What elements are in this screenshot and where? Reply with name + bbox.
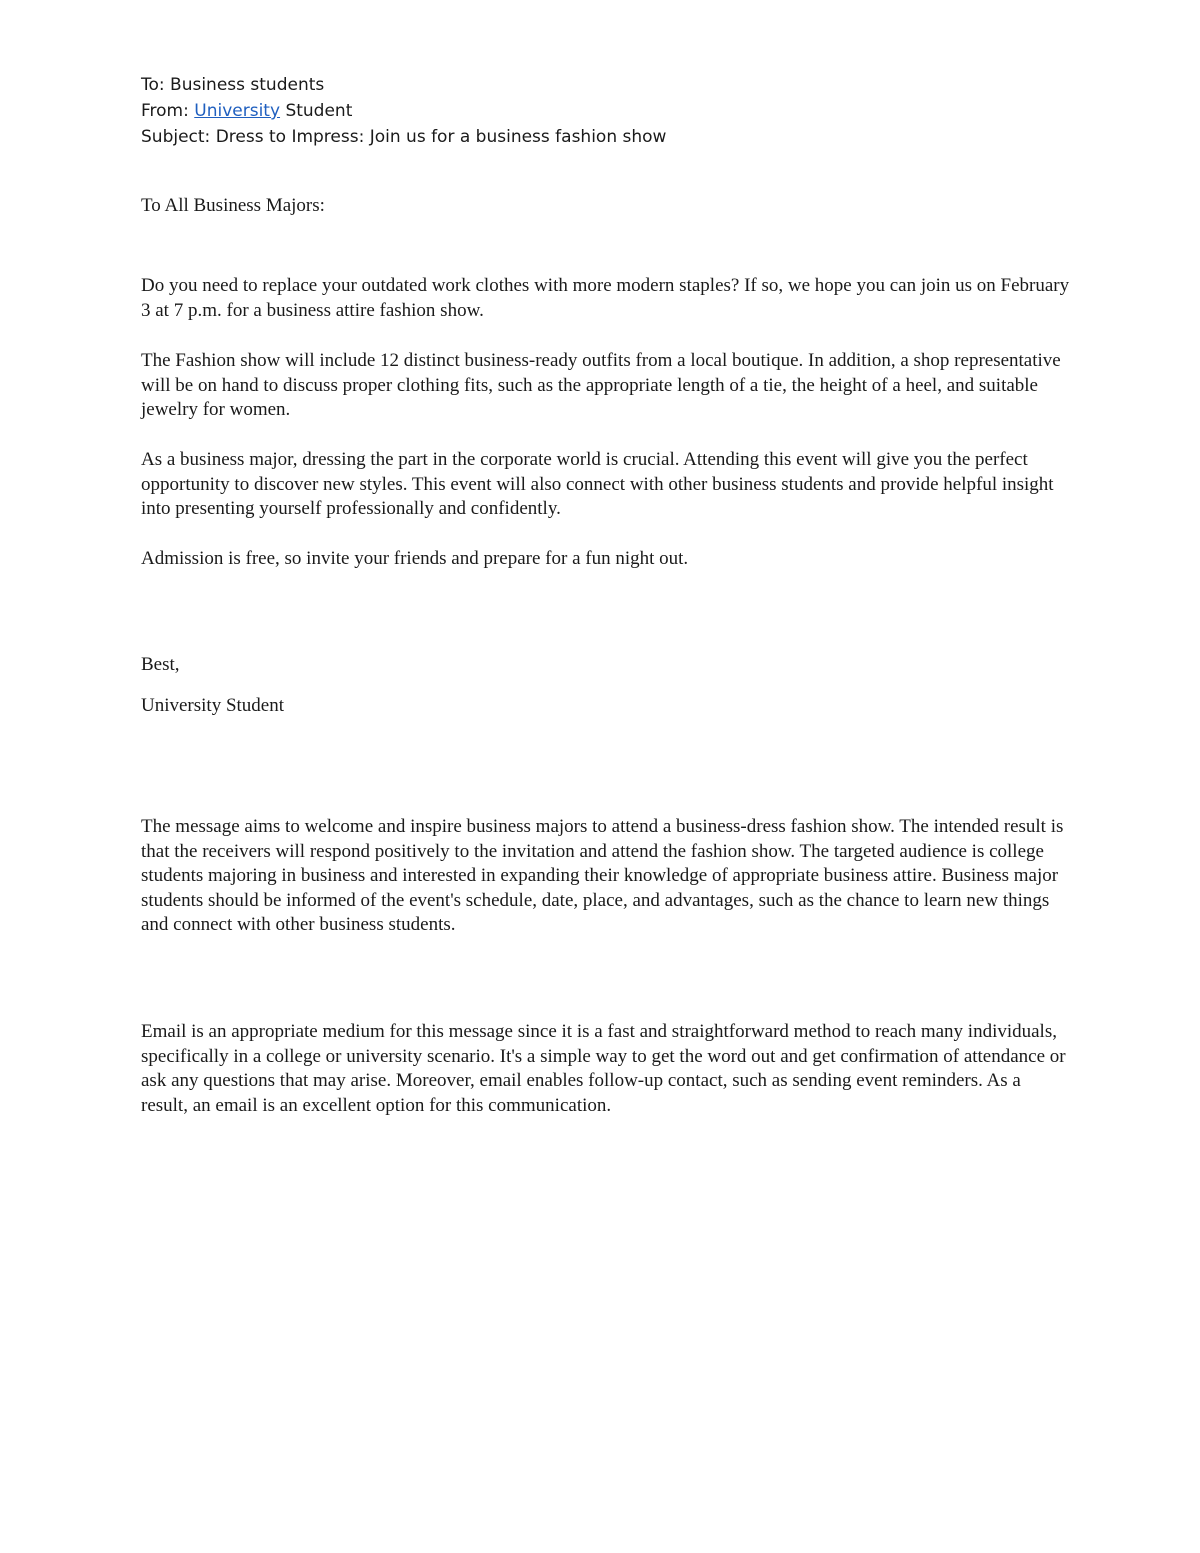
from-label: From: <box>141 101 189 121</box>
from-rest: Student <box>285 101 353 121</box>
email-header <box>141 72 1121 150</box>
letter-closing: Best, <box>141 654 180 675</box>
to-line <box>141 72 1121 98</box>
analysis-paragraph: Email is an appropriate medium for this message since it is a fast and straightforward method to reach many individuals, specifically in a college or university scenario. It's a simple way to get the word out and get confirmation of attendance or ask any questions that may arise. Moreover, email enables follow-up contact, such as sending event reminders. As a result, an email is an excellent option for this communication. <box>141 1021 1066 1116</box>
letter-greeting: To All Business Majors: <box>141 195 325 216</box>
letter-paragraph: Do you need to replace your outdated work clothes with more modern staples? If so, we hope you can join us on February 3 at 7 p.m. for a business attire fashion show. <box>141 275 1070 321</box>
subject-line <box>141 124 1121 150</box>
subject-value: Dress to Impress: Join us for a business fashion show <box>215 127 667 147</box>
subject-label: Subject: <box>141 127 211 147</box>
to-label: To: <box>141 75 165 95</box>
to-value: Business students <box>170 75 325 95</box>
letter-paragraph: As a business major, dressing the part in the corporate world is crucial. Attending this event will give you the perfect opportunity to discover new styles. This event will also connect with other business students and provide helpful insight into presenting yourself professionally and confidently. <box>141 449 1054 520</box>
letter-paragraph: Admission is free, so invite your friends and prepare for a fun night out. <box>141 548 689 569</box>
letter-signature: University Student <box>141 695 285 716</box>
from-line <box>141 98 1121 124</box>
analysis-paragraph: The message aims to welcome and inspire business majors to attend a business-dress fashion show. The intended result is that the receivers will respond positively to the invitation and attend the fashion show. The targeted audience is college students majoring in business and interested in expanding their knowledge of appropriate business attire. Business major students should be informed of the event's schedule, date, place, and advantages, such as the chance to learn new things and connect with other business students. <box>141 816 1064 936</box>
letter-paragraph: The Fashion show will include 12 distinct business-ready outfits from a local boutique. In addition, a shop representative will be on hand to discuss proper clothing fits, such as the appropriate length of a tie, the height of a heel, and suitable jewelry for women. <box>141 350 1061 421</box>
university-link[interactable]: University <box>194 101 281 121</box>
